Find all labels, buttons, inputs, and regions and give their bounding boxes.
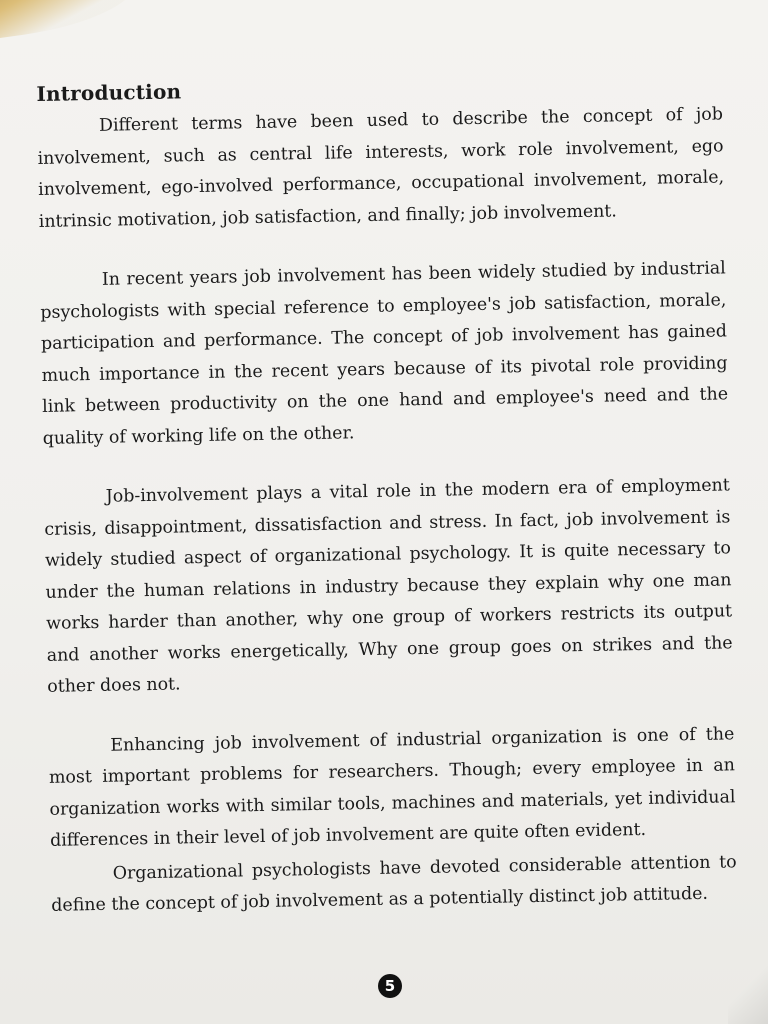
section-heading: Introduction (36, 79, 182, 106)
page-edge-shadow (728, 964, 768, 1024)
page-corner-curl (0, 0, 143, 42)
paragraph-1: Different terms have been used to describe the concept of job involvement, such as central life interests, work role involvement, ego involvement, ego-involved performance, occupational involvement, morale, intrinsic motivation, job satisfaction, and finally; job involvement. (37, 104, 725, 232)
paragraph-2: In recent years job involvement has been widely studied by industrial psychologists with special reference to employee's job satisfaction, morale, participation and performance. The concept of job involvement has gained much importance in the recent years because of its pivotal role providing link between productivity on the one hand and employee's need and the quality of working life on the other. (40, 258, 729, 449)
page-number: 5 (378, 974, 402, 998)
paragraph-4: Enhancing job involvement of industrial organization is one of the most important problems for researchers. Though; every employee in an organization works with similar tools, machines and materials, yet individual differences in their level of job involvement are quite often evident. (48, 723, 736, 851)
paragraph-3: Job-involvement plays a vital role in the modern era of employment crisis, disappointment, dissatisfaction and stress. In fact, job involvement is widely studied aspect of organizational psychology. It is quite necessary to under the human relations in industry because they explain why one man works harder than another, why one group of workers restricts its output and another works energetically, Why one group goes on strikes and the other does not. (44, 475, 733, 697)
page-content (36, 57, 738, 950)
paragraph-5: Organizational psychologists have devoted considerable attention to define the concept of job involvement as a potentially distinct job attitude. (51, 851, 737, 916)
